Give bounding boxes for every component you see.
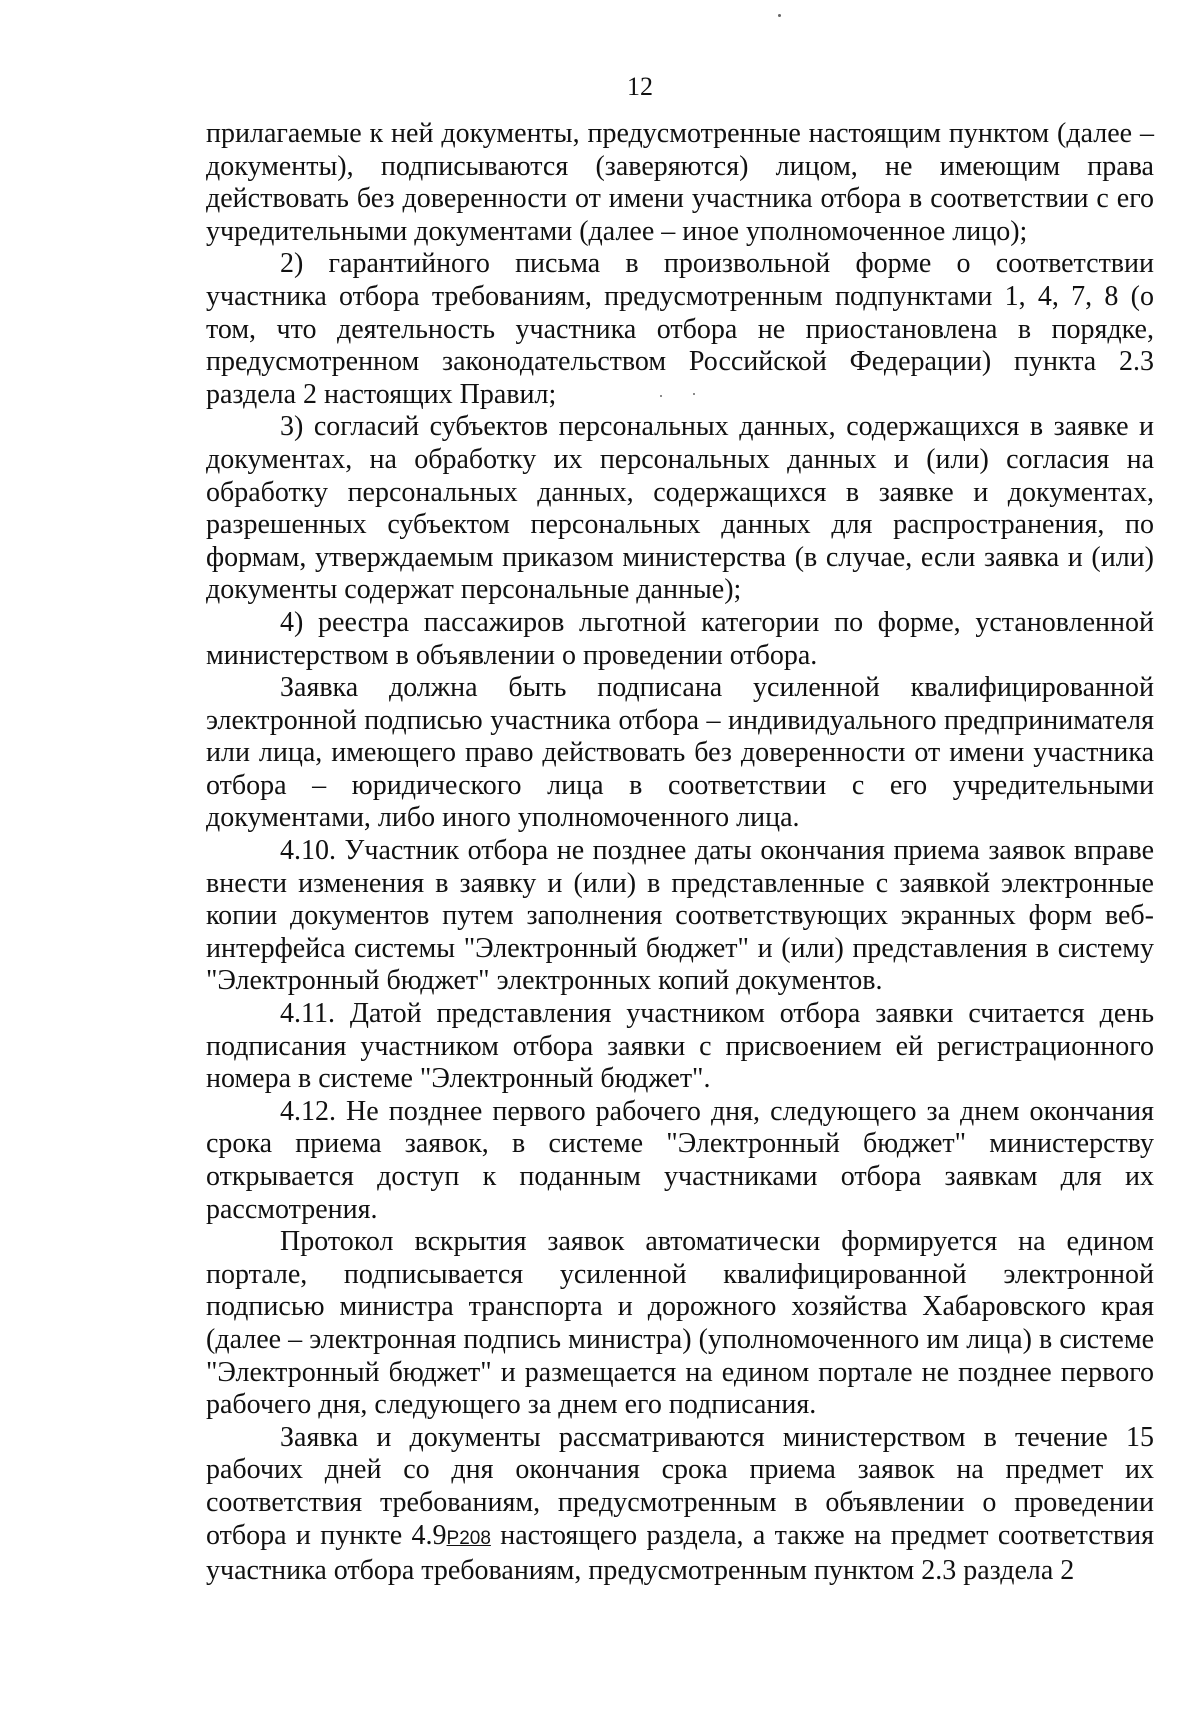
paragraph: Протокол вскрытия заявок автоматически формируется на едином портале, подписывается усиленной квалифицированной электронной подписью министра транспорта и дорожного хозяйства Хабаровского края (далее – электронная подпись министра) (уполномоченного им лица) в системе "Электронный бюджет" и размещается на едином портале не позднее первого рабочего дня, следующего за днем его подписания. xyxy=(206,1226,1154,1421)
paragraph: 4.12. Не позднее первого рабочего дня, следующего за днем окончания срока приема заявок, в системе "Электронный бюджет" министерству открывается доступ к поданным участниками отбора заявкам для их рассмотрения. xyxy=(206,1095,1154,1225)
paragraph: 2) гарантийного письма в произвольной форме о соответствии участника отбора требованиям, предусмотренным подпунктами 1, 4, 7, 8 (о том, что деятельность участника отбора не приостановлена в порядке, предусмотренном законодательством Российской Федерации) пункта 2.3 раздела 2 настоящих Правил; xyxy=(206,248,1154,410)
document-body xyxy=(206,118,1154,1588)
paragraph-last xyxy=(206,1422,1154,1588)
paragraph: Заявка должна быть подписана усиленной квалифицированной электронной подписью участника отбора – индивидуального предпринимателя или лица, имеющего право действовать без доверенности от имени участника отбора – юридического лица в соответствии с его учредительными документами, либо иного уполномоченного лица. xyxy=(206,672,1154,834)
scan-speck xyxy=(778,14,781,17)
paragraph: 4.10. Участник отбора не позднее даты окончания приема заявок вправе внести изменения в заявку и (или) в представленные с заявкой электронные копии документов путем заполнения соответствующих экранных форм веб-интерфейса системы "Электронный бюджет" и (или) представления в систему "Электронный бюджет" электронных копий документов. xyxy=(206,835,1154,997)
reference-link[interactable]: P208 xyxy=(446,1527,491,1549)
paragraph: прилагаемые к ней документы, предусмотренные настоящим пунктом (далее – документы), подписываются (заверяются) лицом, не имеющим права действовать без доверенности от имени участника отбора в соответствии с его учредительными документами (далее – иное уполномоченное лицо); xyxy=(206,118,1154,247)
paragraph: 4.11. Датой представления участником отбора заявки считается день подписания участником отбора заявки с присвоением ей регистрационного номера в системе "Электронный бюджет". xyxy=(206,998,1154,1095)
scan-speck xyxy=(693,393,695,395)
paragraph: 3) согласий субъектов персональных данных, содержащихся в заявке и документах, на обработку их персональных данных и (или) согласия на обработку персональных данных, содержащихся в заявке и документах, разрешенных субъектом персональных данных для распространения, по формам, утверждаемым приказом министерства (в случае, если заявка и (или) документы содержат персональные данные); xyxy=(206,411,1154,606)
paragraph-last-before: Заявка и документы рассматриваются министерством в течение 15 рабочих дней со дня окончания срока приема заявок на предмет их соответствия требованиям, предусмотренным в объявлении о проведении отбора и пункте 4.9 xyxy=(206,1421,1154,1551)
page-number: 12 xyxy=(627,72,653,101)
paragraph-last-after: настоящего раздела, а также на предмет соответствия участника отбора требованиям, предусмотренным пунктом 2.3 раздела 2 xyxy=(206,1519,1154,1587)
paragraph: 4) реестра пассажиров льготной категории по форме, установленной министерством в объявлении о проведении отбора. xyxy=(206,606,1154,671)
scan-speck xyxy=(660,395,662,397)
